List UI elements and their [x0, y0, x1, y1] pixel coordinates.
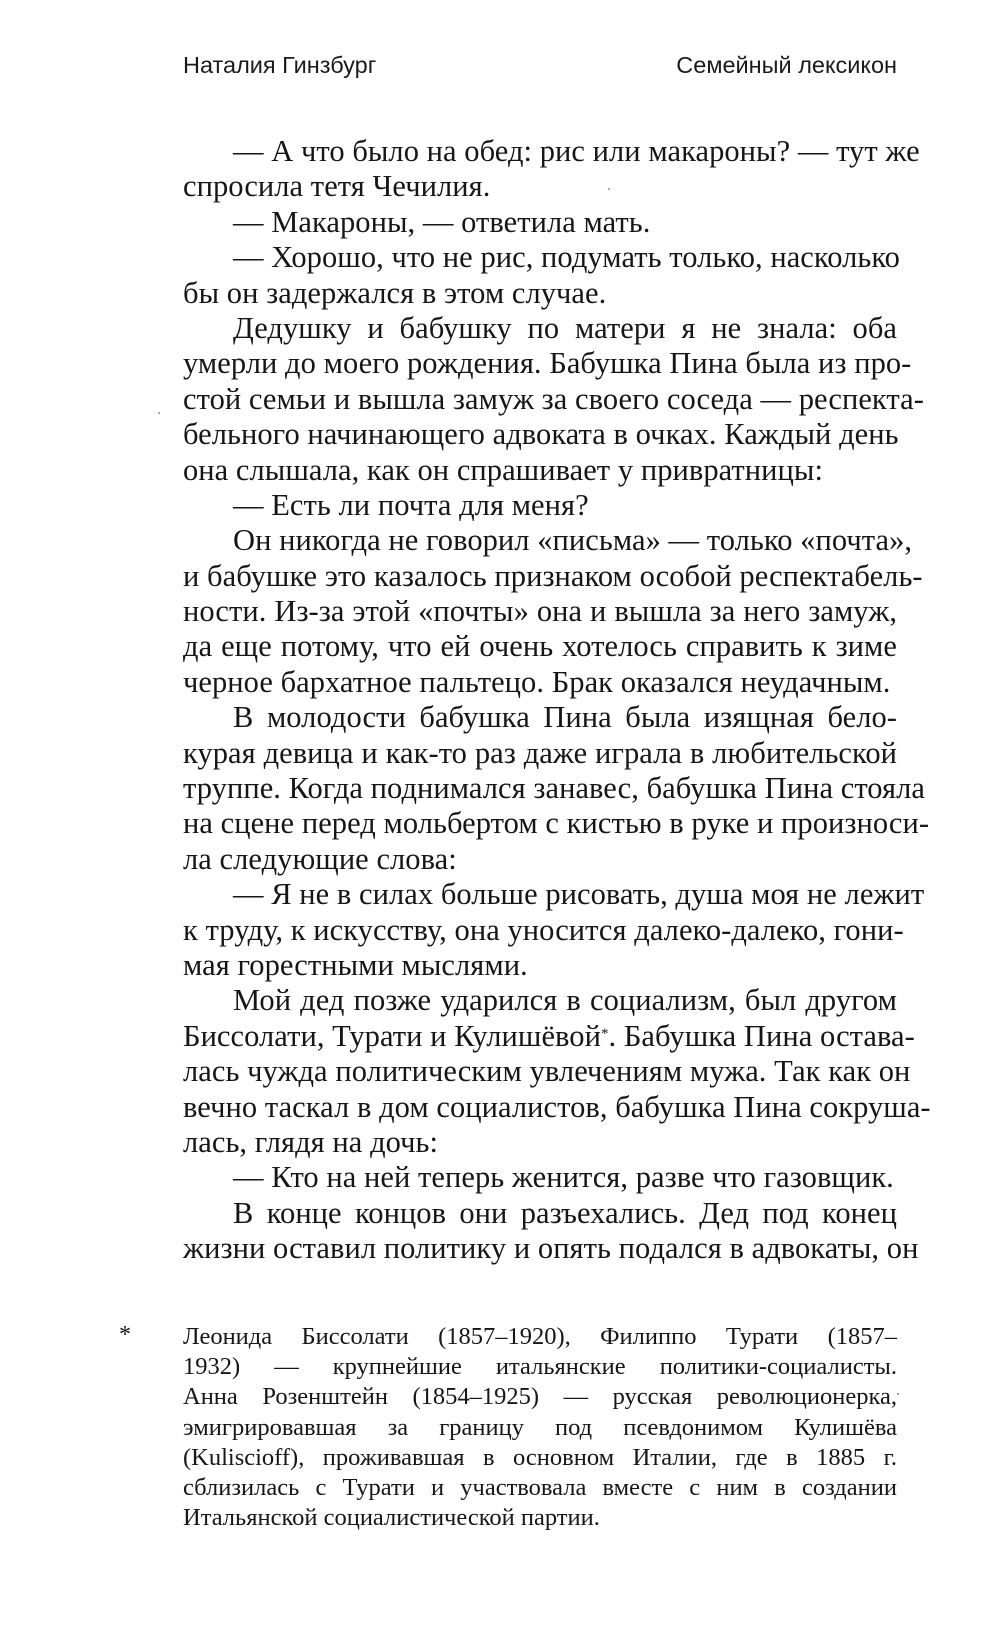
- text-line: вечно таскал в дом социалистов, бабушка Пина сокруша-: [183, 1089, 931, 1124]
- text-line: Он никогда не говорил «письма» — только «почта»,: [233, 523, 913, 558]
- text-line: жизни оставил политику и опять подался в адвокаты, он: [183, 1231, 919, 1266]
- print-speck: [897, 1393, 899, 1395]
- text-line: В молодости бабушка Пина была изящная бело-: [233, 700, 897, 735]
- text-line: черное бархатное пальтецо. Брак оказался неудачным.: [183, 664, 891, 699]
- text-line: и бабушке это казалось признаком особой респектабель-: [183, 558, 923, 593]
- running-head: [183, 52, 897, 92]
- text-line-with-footnote-ref: [183, 1018, 915, 1054]
- text-line: Дедушку и бабушку по матери я не знала: оба: [233, 310, 897, 345]
- footnote-line: эмигрировавшая за границу под псевдонимом Кулишёва: [183, 1413, 897, 1441]
- text-line: умерли до моего рождения. Бабушка Пина была из про-: [183, 346, 912, 381]
- print-speck: [158, 412, 160, 414]
- text-line: на сцене перед мольбертом с кистью в руке и произноси-: [183, 806, 930, 841]
- text-line: труппе. Когда поднимался занавес, бабушка Пина стояла: [183, 771, 925, 806]
- text-line: — Я не в силах больше рисовать, душа моя не лежит: [233, 877, 925, 912]
- text-line: ности. Из-за этой «почты» она и вышла за него замуж,: [183, 594, 897, 629]
- text-line: стой семьи и вышла замуж за своего соседа — респекта-: [183, 381, 924, 416]
- text-line: бы он задержался в этом случае.: [183, 275, 607, 310]
- text-fragment: Биссолати, Турати и Кулишёвой: [183, 1018, 601, 1053]
- header-author: Наталия Гинзбург: [183, 52, 377, 78]
- footnote-line: сблизилась с Турати и участвовала вместе с ним в создании: [183, 1473, 897, 1501]
- text-line: курая девица и как-то раз даже играла в любительской: [183, 735, 897, 770]
- header-book-title: Семейный лексикон: [676, 52, 897, 78]
- text-line: к труду, к искусству, она уносится далеко-далеко, гони-: [183, 912, 904, 947]
- footnote-line: Итальянской социалистической партии.: [183, 1504, 600, 1532]
- text-line: бельного начинающего адвоката в очках. Каждый день: [183, 417, 899, 452]
- text-line: да еще потому, что ей очень хотелось справить к зиме: [183, 629, 897, 664]
- footnote-line: 1932) — крупнейшие итальянские политики-социалисты.: [183, 1353, 897, 1381]
- text-line: В конце концов они разъехались. Дед под конец: [233, 1195, 897, 1230]
- text-line: лась, глядя на дочь:: [183, 1124, 439, 1159]
- text-line: — Хорошо, что не рис, подумать только, насколько: [233, 240, 900, 275]
- text-line: — А что было на обед: рис или макароны? — тут же: [233, 134, 920, 168]
- text-line: спросила тетя Чечилия.: [183, 169, 491, 204]
- text-line: ла следующие слова:: [183, 841, 457, 876]
- text-line: — Кто на ней теперь женится, разве что газовщик.: [233, 1160, 894, 1195]
- footnote-marker: *: [119, 1322, 131, 1348]
- text-line: мая горестными мыслями.: [183, 947, 528, 982]
- text-line: она слышала, как он спрашивает у привратницы:: [183, 452, 823, 487]
- footnote: [119, 1322, 897, 1533]
- text-line: лась чужда политическим увлечениям мужа. Так как он: [183, 1054, 911, 1089]
- footnote-line: (Kuliscioff), проживавшая в основном Италии, где в 1885 г.: [183, 1443, 897, 1471]
- main-text: [183, 134, 931, 1267]
- footnote-line: Леонида Биссолати (1857–1920), Филиппо Турати (1857–: [183, 1323, 897, 1350]
- text-line: — Есть ли почта для меня?: [233, 487, 589, 522]
- text-line: Мой дед позже ударился в социализм, был другом: [233, 983, 897, 1018]
- text-fragment: . Бабушка Пина остава-: [608, 1018, 915, 1053]
- footnote-line: Анна Розенштейн (1854–1925) — русская революционерка,: [183, 1383, 897, 1411]
- text-line: — Макароны, — ответила мать.: [233, 204, 651, 239]
- print-speck: [608, 188, 610, 190]
- footnote-reference[interactable]: *: [600, 1025, 609, 1042]
